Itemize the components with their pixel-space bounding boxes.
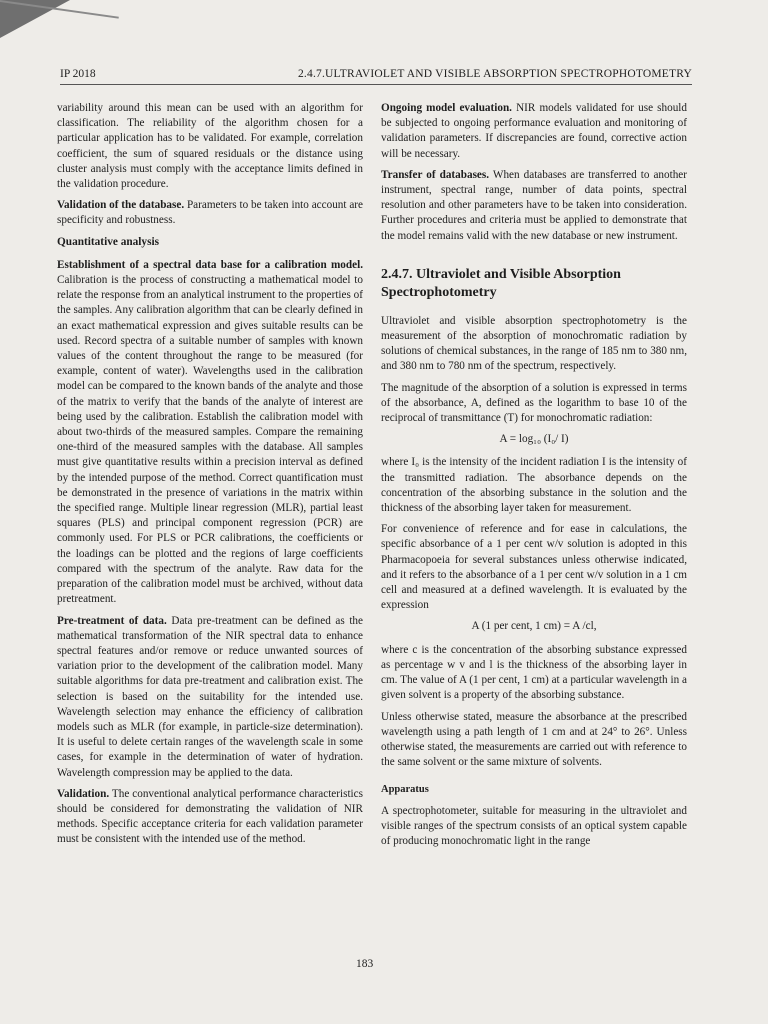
run-in-heading: Validation. (57, 787, 110, 800)
paragraph-transfer-databases: Transfer of databases. When databases are transferred to another instrument, spectral range, number of data points, spectral resolution and other parameters have to be taken into consideration. Further procedures and criteria must be applied to demonstrate that the model remains valid with the new database or new instrument. (381, 168, 687, 242)
header-chapter-title: 2.4.7.ULTRAVIOLET AND VISIBLE ABSORPTION SPECTROPHOTOMETRY (297, 68, 692, 80)
header-edition: IP 2018 (60, 68, 96, 80)
run-in-heading: Validation of the database. (57, 199, 185, 212)
left-column (57, 101, 363, 854)
paragraph-specific-absorbance: For convenience of reference and for ease in calculations, the specific absorbance of a 1 per cent w/v solution is adopted in this Pharmacopoeia for several substances unless otherwise indicated, and it refers to the absorbance of a 1 per cent w/v solution in a 1 cm cell and measured at a defined wavelength. It is evaluated by the expression (381, 523, 687, 612)
page-number: 183 (356, 958, 374, 970)
paragraph-validation: Validation. The conventional analytical performance characteristics should be considered for demonstrating the validation of NIR methods. Specific acceptance criteria for each validation parameter must be consistent with the intended use of the method. (57, 787, 363, 846)
run-in-heading: Transfer of databases. (381, 168, 490, 181)
formula-absorbance: A = log₁₀ (I₀/ I) (499, 433, 569, 446)
paragraph-variability: variability around this mean can be used with an algorithm for classification. The reliability of the algorithm chosen for a particular application has to be validated. For example, correlation coefficient, the sum of squared residuals or the distance using cluster analysis must comply with the acceptance limits defined in the validation procedure. (57, 102, 363, 191)
section-title: 2.4.7. Ultraviolet and Visible Absorption Spectrophotometry (381, 266, 621, 300)
paragraph-establishment: Establishment of a spectral data base for a calibration model. Calibration is the process of constructing a mathematical model to relate the response from an analytical instrument to the properties of the samples. Any calibration algorithm that can be clearly defined in an exact mathematical expression and gives suitable results can be used. Record spectra of a suitable number of samples with known values of the content throughout the range to be measured (for example, content of water). Wavelengths used in the calibration model can be compared to the known bands of the analyte and those of the matrix to verify that the bands of the analyte of interest are being used by the calibration. Establish the calibration model with about two-thirds of the measured samples. Compare the remaining one-third of the measured samples with the database. All samples must give quantitative results within a precision interval as defined by the intended purpose of the method. Correct quantification must be demonstrated in the presence of variations in the matrix within the specified range. Multiple linear regression (MLR), partial least squares (PLS) and principal component regression (PCR) are commonly used. For PLS or PCR calibrations, the coefficients or the loadings can be plotted and the regions of large coefficients compared with the spectrum of the analyte. Raw data for the preparation of the calibration model must be archived, without data pretreatment. (57, 258, 364, 606)
paragraph-apparatus: A spectrophotometer, suitable for measuring in the ultraviolet and visible ranges of the spectrum consists of an optical system capable of producing monochromatic light in the range (381, 804, 687, 847)
paragraph-measurement-conditions: Unless otherwise stated, measure the absorbance at the prescribed wavelength using a path length of 1 cm and at 24° to 26°. Unless otherwise stated, the measurements are carried out with reference to the same solvent or the same mixture of solvents. (381, 710, 687, 769)
heading-quantitative-analysis: Quantitative analysis (57, 235, 159, 248)
run-in-heading: Pre-treatment of data. (57, 614, 167, 627)
paragraph-magnitude: The magnitude of the absorption of a solution is expressed in terms of the absorbance, A, defined as the logarithm to base 10 of the reciprocal of transmittance (T) for monochromatic radiation: (381, 381, 687, 425)
running-header (60, 66, 692, 85)
run-in-heading: Ongoing model evaluation. (381, 102, 512, 114)
paragraph-where-concentration: where c is the concentration of the absorbing substance expressed as percentage w v and l is the thickness of the absorbing layer in cm. The value of A (1 per cent, 1 cm) at a particular wavelength in a given solvent is a property of the absorbing substance. (381, 643, 687, 702)
paragraph-pretreatment: Pre-treatment of data. Data pre-treatment can be defined as the mathematical transformation of the NIR spectral data to enhance spectral features and/or remove or reduce unwanted sources of variation prior to the development of the calibration model. Many suitable algorithms for data pre-treatment and calibration exist. The selection is based on the suitability for the intended use. Wavelength selection may enhance the efficiency of calibration models such as MLR (for example, in particle-size determination). It is useful to delete certain ranges of the wavelength scale in some cases, for example in the determination of water of hydration. Wavelength compression may be applied to the data. (57, 614, 363, 779)
paragraph-ongoing-evaluation: Ongoing model evaluation. NIR models validated for use should be subjected to ongoing performance evaluation and monitoring of validation parameters. If discrepancies are found, corrective action will be necessary. (381, 102, 687, 160)
paragraph-intro: Ultraviolet and visible absorption spectrophotometry is the measurement of the absorption of monochromatic radiation by solutions of chemical substances, in the range of 185 nm to 380 nm, and 380 nm to 780 nm of the spectrum, respectively. (381, 314, 687, 373)
heading-apparatus: Apparatus (381, 784, 429, 796)
paragraph-validation-database: Validation of the database. Parameters to be taken into account are specificity and robustness. (57, 199, 363, 227)
formula-specific-absorbance: A (1 per cent, 1 cm) = A /cl, (471, 620, 597, 633)
right-column (381, 101, 687, 855)
paragraph-where-intensity: where I₀ is the intensity of the incident radiation I is the intensity of the transmitted radiation. The absorbance depends on the concentration of the absorbing substance in the solution and the thickness of the absorbing layer taken for measurement. (381, 456, 687, 515)
run-in-heading: Establishment of a spectral data base for a calibration model. (57, 258, 363, 271)
